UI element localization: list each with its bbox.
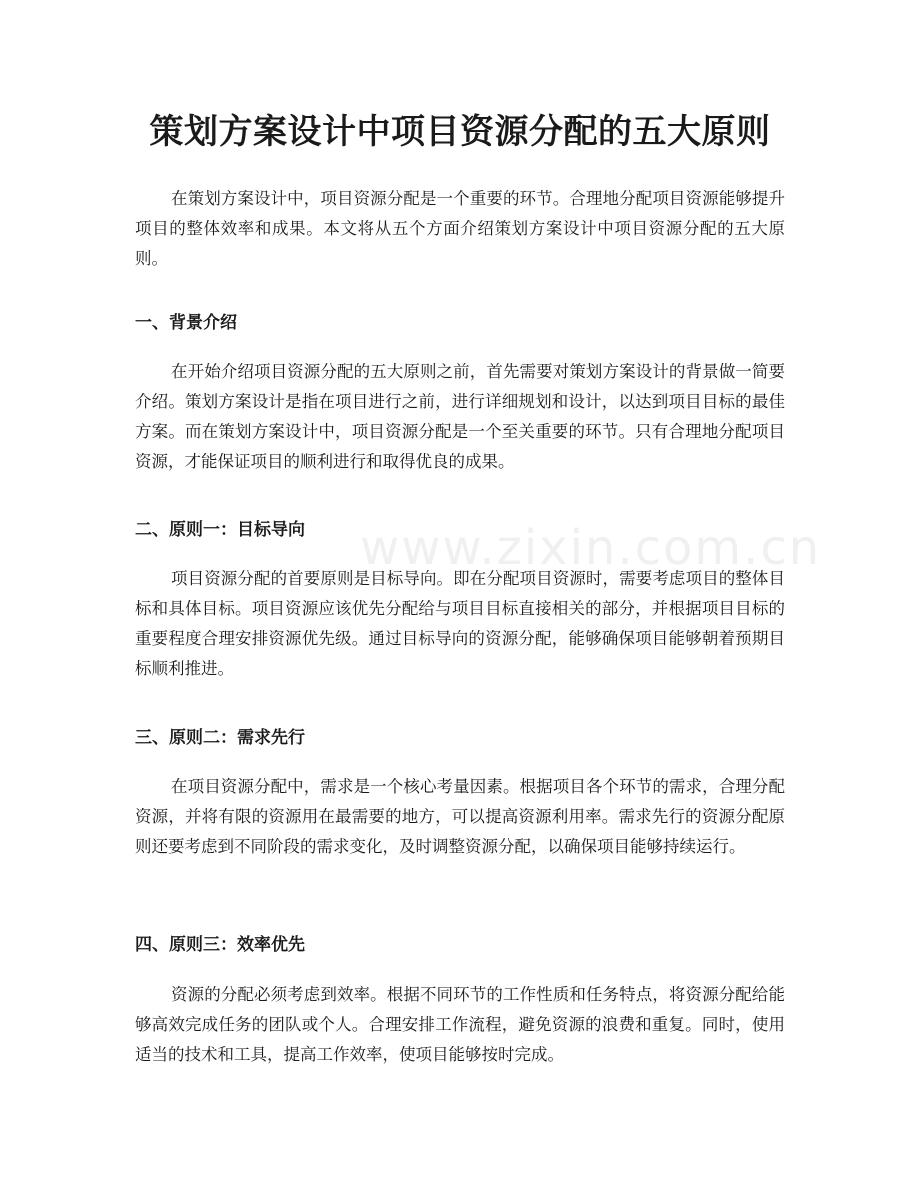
section-body-principle-1: 项目资源分配的首要原则是目标导向。即在分配项目资源时，需要考虑项目的整体目标和具体目标。项目资源应该优先分配给与项目目标直接相关的部分，并根据项目目标的重要程度合理安排资源优先级。通过目标导向的资源分配，能够确保项目能够朝着预期目标顺利推进。 [135,569,785,678]
intro-paragraph: 在策划方案设计中，项目资源分配是一个重要的环节。合理地分配项目资源能够提升项目的整体效率和成果。本文将从五个方面介绍策划方案设计中项目资源分配的五大原则。 [135,189,785,268]
section-body-principle-2: 在项目资源分配中，需求是一个核心考量因素。根据项目各个环节的需求，合理分配资源，并将有限的资源用在最需要的地方，可以提高资源利用率。需求先行的资源分配原则还要考虑到不同阶段的需求变化，及时调整资源分配，以确保项目能够持续运行。 [135,777,785,856]
section-body-background: 在开始介绍项目资源分配的五大原则之前，首先需要对策划方案设计的背景做一简要介绍。策划方案设计是指在项目进行之前，进行详细规划和设计，以达到项目目标的最佳方案。而在策划方案设计中，项目资源分配是一个至关重要的环节。只有合理地分配项目资源，才能保证项目的顺利进行和取得优良的成果。 [135,362,785,471]
watermark: www.zixin.com.cn [360,520,822,576]
section-heading-principle-2: 三、原则二：需求先行 [135,728,305,748]
section-body-principle-3: 资源的分配必须考虑到效率。根据不同环节的工作性质和任务特点，将资源分配给能够高效完成任务的团队或个人。合理安排工作流程，避免资源的浪费和重复。同时，使用适当的技术和工具，提高工作效率，使项目能够按时完成。 [135,985,785,1064]
section-heading-principle-3: 四、原则三：效率优先 [135,935,305,955]
page-title: 策划方案设计中项目资源分配的五大原则 [149,112,771,152]
section-heading-background: 一、背景介绍 [135,313,237,333]
section-heading-principle-1: 二、原则一：目标导向 [135,520,305,540]
